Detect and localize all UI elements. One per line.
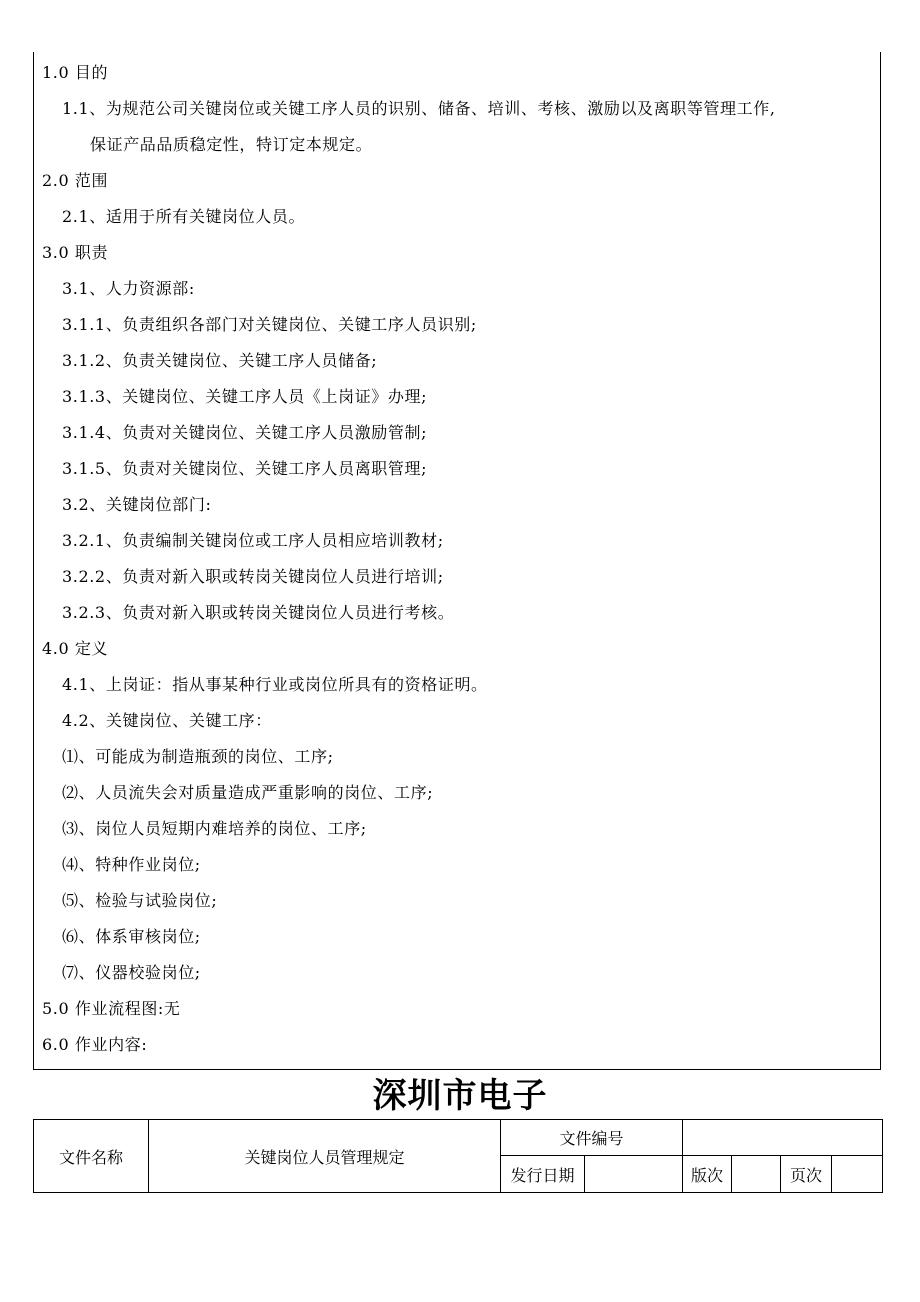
page-label: 页次 — [781, 1156, 832, 1193]
list-item: ⑸、检验与试验岗位; — [62, 891, 218, 910]
section-heading: 3.0 职责 — [42, 243, 109, 262]
list-item: ⑺、仪器校验岗位; — [62, 963, 201, 982]
section-heading: 4.0 定义 — [42, 639, 109, 658]
file-number-value — [683, 1120, 883, 1156]
paragraph-line: 2.1、适用于所有关键岗位人员。 — [62, 207, 306, 226]
list-item: ⑶、岗位人员短期内难培养的岗位、工序; — [62, 819, 367, 838]
paragraph-line: 3.2、关键岗位部门: — [62, 495, 212, 514]
paragraph-line: 3.2.2、负责对新入职或转岗关键岗位人员进行培训; — [62, 567, 444, 586]
paragraph-line: 保证产品品质稳定性，特订定本规定。 — [90, 135, 373, 154]
list-item: ⑷、特种作业岗位; — [62, 855, 201, 874]
document-footer-table — [33, 1119, 883, 1193]
list-item: ⑹、体系审核岗位; — [62, 927, 201, 946]
paragraph-line: 3.1.4、负责对关键岗位、关键工序人员激励管制; — [62, 423, 428, 442]
issue-date-value — [585, 1156, 683, 1193]
issue-date-label: 发行日期 — [501, 1156, 585, 1193]
file-name-value: 关键岗位人员管理规定 — [149, 1120, 501, 1193]
paragraph-line: 3.1.1、负责组织各部门对关键岗位、关键工序人员识别; — [62, 315, 477, 334]
file-name-label: 文件名称 — [34, 1120, 149, 1193]
paragraph-line: 4.2、关键岗位、关键工序： — [62, 711, 272, 730]
paragraph-line: 3.1.5、负责对关键岗位、关键工序人员离职管理; — [62, 459, 428, 478]
section-heading: 2.0 范围 — [42, 171, 109, 190]
paragraph-line: 4.1、上岗证：指从事某种行业或岗位所具有的资格证明。 — [62, 675, 488, 694]
paragraph-line: 1.1、为规范公司关键岗位或关键工序人员的识别、储备、培训、考核、激励以及离职等管理工作, — [62, 99, 776, 118]
file-number-label: 文件编号 — [501, 1120, 683, 1156]
paragraph-line: 3.1、人力资源部: — [62, 279, 195, 298]
page-value — [832, 1156, 883, 1193]
paragraph-line: 3.2.3、负责对新入职或转岗关键岗位人员进行考核。 — [62, 603, 455, 622]
paragraph-line: 3.2.1、负责编制关键岗位或工序人员相应培训教材; — [62, 531, 444, 550]
list-item: ⑵、人员流失会对质量造成严重影响的岗位、工序; — [62, 783, 434, 802]
paragraph-line: 3.1.2、负责关键岗位、关键工序人员储备; — [62, 351, 378, 370]
section-heading: 6.0 作业内容: — [42, 1035, 148, 1054]
paragraph-line: 3.1.3、关键岗位、关键工序人员《上岗证》办理; — [62, 387, 428, 406]
version-label: 版次 — [683, 1156, 732, 1193]
section-heading: 5.0 作业流程图:无 — [42, 999, 181, 1018]
version-value — [732, 1156, 781, 1193]
company-title: 深圳市电子 — [372, 1076, 548, 1116]
section-heading: 1.0 目的 — [42, 63, 109, 82]
list-item: ⑴、可能成为制造瓶颈的岗位、工序; — [62, 747, 334, 766]
document-body — [33, 52, 881, 1070]
